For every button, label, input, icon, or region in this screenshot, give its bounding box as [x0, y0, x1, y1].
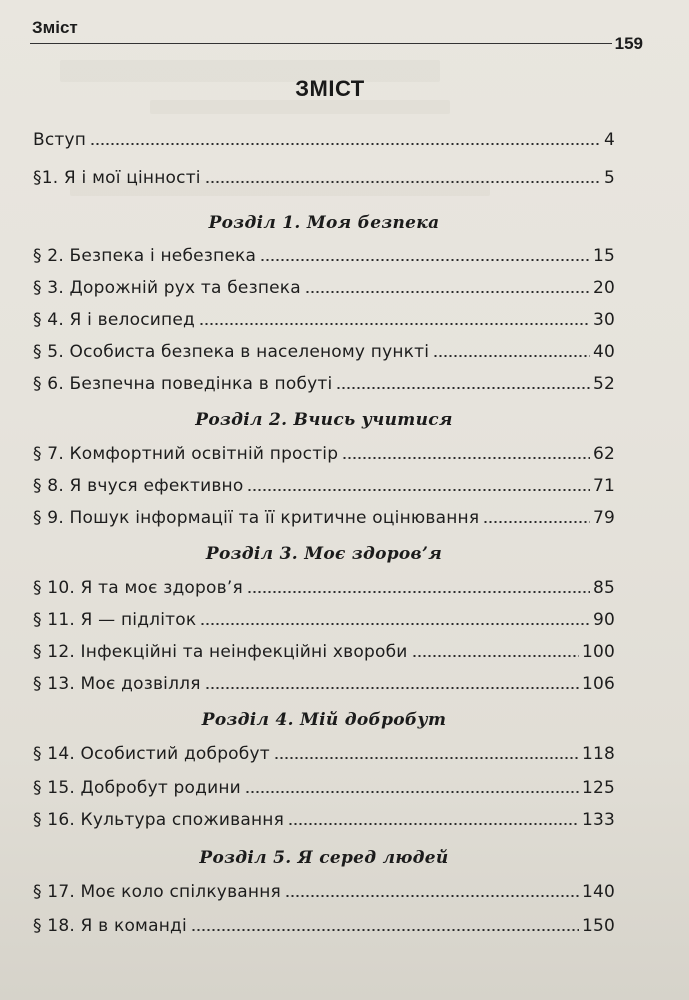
dot-leader [342, 457, 590, 459]
toc-entry-15[interactable] [33, 768, 615, 798]
dot-leader [288, 823, 579, 825]
toc-entry-page: 5 [603, 168, 615, 188]
toc-entry-2[interactable] [33, 236, 615, 266]
toc-entry-label: §1. Я і мої цінності [33, 168, 201, 188]
toc-entry-page: 125 [581, 778, 615, 798]
toc-entry-label: § 13. Моє дозвілля [33, 674, 201, 694]
toc-entry-14[interactable] [33, 734, 615, 764]
toc-entry-page: 100 [581, 642, 615, 662]
dot-leader [305, 291, 590, 293]
toc-entry-label: § 14. Особистий добробут [33, 744, 270, 764]
toc-entry-label: § 6. Безпечна поведінка в побуті [33, 374, 333, 394]
section-heading-3: Розділ 3. Моє здоров’я [205, 544, 443, 564]
section-heading-1: Розділ 1. Моя безпека [208, 213, 440, 233]
dot-leader [191, 929, 579, 931]
toc-entry-page: 52 [592, 374, 615, 394]
toc-entry-11[interactable] [33, 600, 615, 630]
toc-entry-page: 106 [581, 674, 615, 694]
toc-entry-label: § 9. Пошук інформації та її критичне оцінювання [33, 508, 480, 528]
toc-entry-label: § 4. Я і велосипед [33, 310, 195, 330]
dot-leader [247, 591, 590, 593]
dot-leader [483, 521, 590, 523]
toc-entry-6[interactable] [33, 364, 615, 394]
toc-entry-label: § 3. Дорожній рух та безпека [33, 278, 301, 298]
toc-entry-label: § 7. Комфортний освітній простір [33, 444, 339, 464]
section-heading-2: Розділ 2. Вчись учитися [195, 410, 453, 430]
dot-leader [205, 687, 579, 689]
dot-leader [285, 895, 579, 897]
dot-leader [433, 355, 590, 357]
toc-entry-page: 62 [592, 444, 615, 464]
toc-entry-label: § 10. Я та моє здоров’я [33, 578, 243, 598]
toc-entry-page: 20 [592, 278, 615, 298]
toc-entry-label: § 5. Особиста безпека в населеному пункті [33, 342, 430, 362]
toc-title: ЗМІСТ [295, 76, 365, 101]
dot-leader [90, 143, 601, 145]
running-head-title: Зміст [32, 18, 78, 37]
toc-entry-18[interactable] [33, 906, 615, 936]
dot-leader [274, 757, 579, 759]
toc-entry-page: 71 [592, 476, 615, 496]
dot-leader [247, 489, 590, 491]
toc-entry-page: 15 [592, 246, 615, 266]
toc-entry-17[interactable] [33, 872, 615, 902]
dot-leader [200, 623, 590, 625]
toc-entry-9[interactable] [33, 498, 615, 528]
toc-entry-16[interactable] [33, 800, 615, 830]
toc-entry-3[interactable] [33, 268, 615, 298]
dot-leader [199, 323, 590, 325]
toc-entry-label: § 8. Я вчуся ефективно [33, 476, 244, 496]
toc-entry-page: 118 [581, 744, 615, 764]
toc-entry-label: § 15. Добробут родини [33, 778, 241, 798]
toc-entry-label: § 2. Безпека і небезпека [33, 246, 257, 266]
toc-entry-8[interactable] [33, 466, 615, 496]
toc-entry-7[interactable] [33, 434, 615, 464]
dot-leader [205, 181, 601, 183]
toc-entry-page: 85 [592, 578, 615, 598]
page-number: 159 [614, 34, 643, 53]
toc-entry-label: § 17. Моє коло спілкування [33, 882, 281, 902]
dot-leader [412, 655, 579, 657]
toc-entry-label: § 11. Я — підліток [33, 610, 197, 630]
toc-entry-label: § 18. Я в команді [33, 916, 187, 936]
header-rule [30, 43, 612, 44]
dot-leader [260, 259, 590, 261]
toc-entry-page: 150 [581, 916, 615, 936]
section-heading-4: Розділ 4. Мій добробут [201, 710, 447, 730]
toc-entry-12[interactable] [33, 632, 615, 662]
toc-entry-page: 79 [592, 508, 615, 528]
show-through-shadow [150, 100, 450, 114]
dot-leader [336, 387, 590, 389]
toc-entry-page: 40 [592, 342, 615, 362]
toc-entry-page: 4 [603, 130, 615, 150]
toc-entry-intro[interactable] [33, 120, 615, 150]
toc-entry-page: 90 [592, 610, 615, 630]
toc-entry-page: 140 [581, 882, 615, 902]
toc-entry-label: § 16. Культура споживання [33, 810, 285, 830]
toc-entry-label: § 12. Інфекційні та неінфекційні хвороби [33, 642, 408, 662]
toc-entry-page: 133 [581, 810, 615, 830]
toc-entry-1[interactable] [33, 158, 615, 188]
section-heading-5: Розділ 5. Я серед людей [199, 848, 449, 868]
toc-entry-label: Вступ [33, 130, 87, 150]
toc-entry-page: 30 [592, 310, 615, 330]
running-head [18, 12, 643, 52]
toc-entry-5[interactable] [33, 332, 615, 362]
dot-leader [245, 791, 579, 793]
toc-entry-4[interactable] [33, 300, 615, 330]
toc-entry-13[interactable] [33, 664, 615, 694]
toc-entry-10[interactable] [33, 568, 615, 598]
